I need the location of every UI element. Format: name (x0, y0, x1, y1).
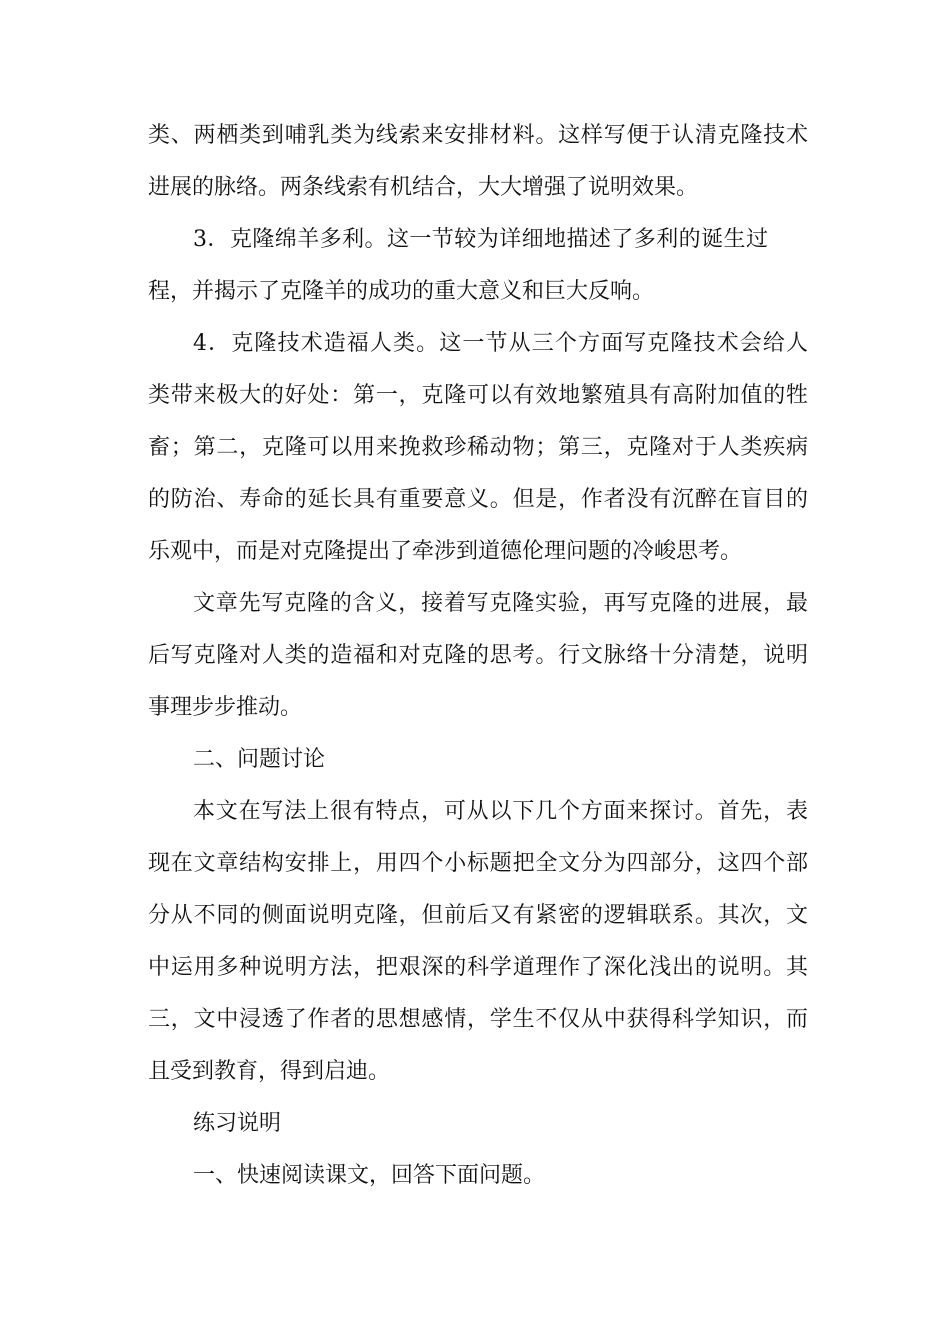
section-heading: 二、问题讨论 (193, 747, 326, 772)
text-line: 类、两栖类到哺乳类为线索来安排材料。这样写便于认清克隆技术 (148, 123, 808, 148)
text-line: 现在文章结构安排上，用四个小标题把全文分为四部分，这四个部 (148, 851, 808, 876)
paragraph-line: 文章先写克隆的含义，接着写克隆实验，再写克隆的进展，最 (193, 591, 808, 616)
text-line: 三，文中浸透了作者的思想感情，学生不仅从中获得科学知识，而 (148, 1007, 808, 1032)
text-line: 的防治、寿命的延长具有重要意义。但是，作者没有沉醉在盲目的 (148, 487, 808, 512)
text-line: 后写克隆对人类的造福和对克隆的思考。行文脉络十分清楚，说明 (148, 643, 808, 668)
list-item-3: 3．克隆绵羊多利。这一节较为详细地描述了多利的诞生过 (193, 227, 768, 252)
text-line: 程，并揭示了克隆羊的成功的重大意义和巨大反响。 (148, 279, 655, 304)
text-line: 畜；第二，克隆可以用来挽救珍稀动物；第三，克隆对于人类疾病 (148, 435, 808, 460)
text-line: 分从不同的侧面说明克隆，但前后又有紧密的逻辑联系。其次，文 (148, 903, 808, 928)
text-line: 一、快速阅读课文，回答下面问题。 (193, 1163, 546, 1188)
text-line: 进展的脉络。两条线索有机结合，大大增强了说明效果。 (148, 175, 699, 200)
text-line: 类带来极大的好处：第一，克隆可以有效地繁殖具有高附加值的牲 (148, 383, 808, 408)
text-line: 且受到教育，得到启迪。 (148, 1059, 391, 1084)
list-item-4: 4．克隆技术造福人类。这一节从三个方面写克隆技术会给人 (193, 331, 808, 356)
paragraph-line: 本文在写法上很有特点，可从以下几个方面来探讨。首先，表 (193, 799, 808, 824)
text-line: 事理步步推动。 (148, 695, 303, 720)
section-heading: 练习说明 (193, 1111, 282, 1136)
text-line: 中运用多种说明方法，把艰深的科学道理作了深化浅出的说明。其 (148, 955, 808, 980)
text-line: 乐观中，而是对克隆提出了牵涉到道德伦理问题的冷峻思考。 (148, 539, 743, 564)
